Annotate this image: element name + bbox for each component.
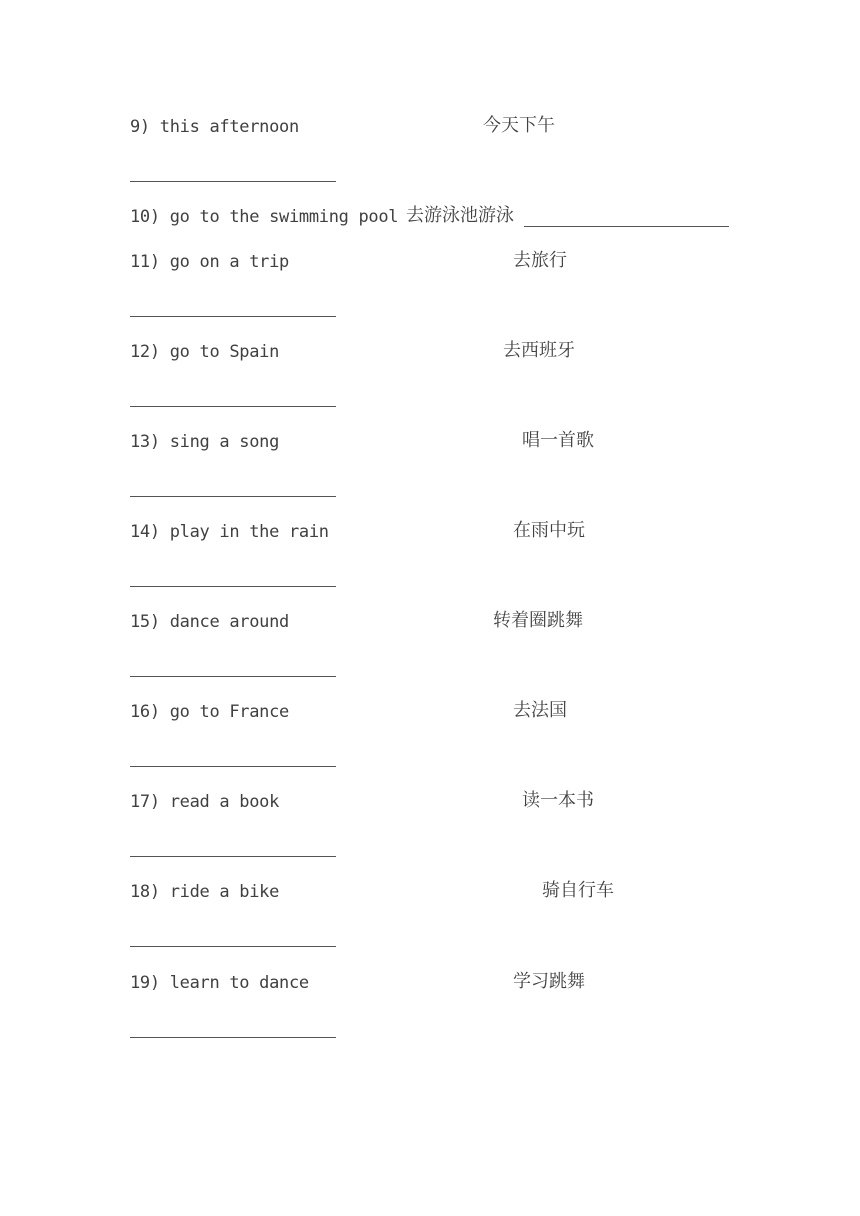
exercise-16-answer-line[interactable] bbox=[130, 766, 336, 767]
exercise-12-english: 12) go to Spain bbox=[130, 342, 280, 362]
exercise-13-chinese: 唱一首歌 bbox=[522, 430, 594, 451]
exercise-16-chinese: 去法国 bbox=[513, 700, 567, 721]
exercise-15-english: 15) dance around bbox=[130, 612, 289, 632]
exercise-16-english: 16) go to France bbox=[130, 702, 289, 722]
exercise-17-english: 17) read a book bbox=[130, 792, 280, 812]
exercise-12-chinese: 去西班牙 bbox=[503, 340, 575, 361]
exercise-11-chinese: 去旅行 bbox=[513, 250, 567, 271]
exercise-15-chinese: 转着圈跳舞 bbox=[493, 610, 583, 631]
exercise-19-chinese: 学习跳舞 bbox=[513, 971, 585, 992]
exercise-18-english: 18) ride a bike bbox=[130, 882, 280, 902]
exercise-9-answer-line[interactable] bbox=[130, 181, 336, 182]
exercise-10-chinese: 去游泳池游泳 bbox=[406, 205, 514, 226]
exercise-13-answer-line[interactable] bbox=[130, 496, 336, 497]
exercise-17-answer-line[interactable] bbox=[130, 856, 336, 857]
exercise-14-english: 14) play in the rain bbox=[130, 522, 329, 542]
exercise-18-answer-line[interactable] bbox=[130, 946, 336, 947]
exercise-9-chinese: 今天下午 bbox=[483, 115, 555, 136]
exercise-19-english: 19) learn to dance bbox=[130, 973, 309, 993]
exercise-14-chinese: 在雨中玩 bbox=[513, 520, 585, 541]
exercise-18-chinese: 骑自行车 bbox=[542, 880, 614, 901]
exercise-10-answer-line[interactable] bbox=[524, 226, 729, 227]
exercise-10-english: 10) go to the swimming pool bbox=[130, 207, 399, 227]
exercise-19-answer-line[interactable] bbox=[130, 1037, 336, 1038]
exercise-12-answer-line[interactable] bbox=[130, 406, 336, 407]
exercise-9-english: 9) this afternoon bbox=[130, 117, 299, 137]
exercise-11-answer-line[interactable] bbox=[130, 316, 336, 317]
exercise-13-english: 13) sing a song bbox=[130, 432, 280, 452]
exercise-14-answer-line[interactable] bbox=[130, 586, 336, 587]
exercise-11-english: 11) go on a trip bbox=[130, 252, 289, 272]
exercise-15-answer-line[interactable] bbox=[130, 676, 336, 677]
exercise-17-chinese: 读一本书 bbox=[522, 790, 594, 811]
